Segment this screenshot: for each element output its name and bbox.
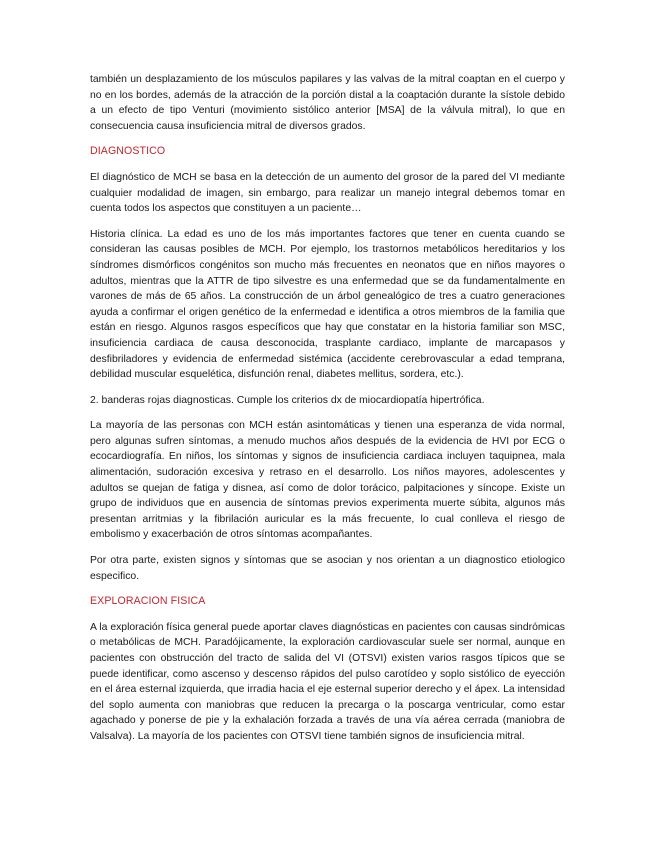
paragraph-exploracion-fisica: A la exploración física general puede aportar claves diagnósticas en pacientes con causas sindrómicas o metabólicas de MCH. Paradójicamente, la exploración cardiovascular suele ser normal, aunque en pacientes con obstrucción del tracto de salida del VI (OTSVI) existen varios rasgos típicos que se puede identificar, como ascenso y descenso rápidos del pulso carotídeo y soplo sistólico de eyección en el área esternal izquierda, que irradia hacia el eje esternal superior derecho y el ápex. La intensidad del soplo aumenta con maniobras que reducen la precarga o la poscarga ventricular, como estar agachado y ponerse de pie y la exhalación forzada a través de una vía aérea cerrada (maniobra de Valsalva). La mayoría de los pacientes con OTSVI tiene también signos de insuficiencia mitral. bbox=[90, 621, 565, 742]
heading-exploracion-fisica: EXPLORACION FISICA bbox=[90, 595, 206, 608]
paragraph-diagnostico-intro: El diagnóstico de MCH se basa en la detección de un aumento del grosor de la pared del VI mediante cualquier modalidad de imagen, sin embargo, para realizar un manejo integral debemos tomar en cuenta todos los aspectos que constituyen a un paciente… bbox=[90, 171, 565, 215]
paragraph-signos-etiologicos: Por otra parte, existen signos y síntomas que se asocian y nos orientan a un diagnostico etiologico especifico. bbox=[90, 555, 565, 582]
paragraph-mitral-continuation: también un desplazamiento de los músculos papilares y las valvas de la mitral coaptan en el cuerpo y no en los bordes, además de la atracción de la porción distal a la coaptación durante la sístole debido a un efecto de tipo Venturi (movimiento sistólico anterior [MSA] de la válvula mitral), lo que en consecuencia causa insuficiencia mitral de diversos grados. bbox=[90, 74, 565, 132]
heading-diagnostico: DIAGNOSTICO bbox=[90, 145, 166, 158]
paragraph-banderas-rojas: 2. banderas rojas diagnosticas. Cumple los criterios dx de miocardiopatía hipertrófica. bbox=[90, 394, 485, 406]
paragraph-sintomas: La mayoría de las personas con MCH están asintomáticas y tienen una esperanza de vida normal, pero algunas sufren síntomas, a menudo muchos años después de la evidencia de HVI por ECG o ecocardiografía. En niños, los síntomas y signos de insuficiencia cardiaca incluyen taquipnea, mala alimentación, sudoración excesiva y retraso en el desarrollo. Los niños mayores, adolescentes y adultos se quejan de fatiga y disnea, así como de dolor torácico, palpitaciones y síncope. Existe un grupo de individuos que en ausencia de síntomas previos experimenta muerte súbita, algunos más presentan arritmias y la fibrilación auricular es la más frecuente, lo cual conlleva el riesgo de embolismo y exacerbación de otros síntomas acompañantes. bbox=[90, 420, 565, 541]
paragraph-historia-clinica: Historia clínica. La edad es uno de los más importantes factores que tener en cuenta cuando se consideran las causas posibles de MCH. Por ejemplo, los trastornos metabólicos hereditarios y los síndromes dismórficos congénitos son mucho más frecuentes en neonatos que en niños mayores o adultos, mientras que la ATTR de tipo silvestre es una enfermedad que se da fundamentalmente en varones de más de 65 años. La construcción de un árbol genealógico de tres a cuatro generaciones ayuda a confirmar el origen genético de la enfermedad e identifica a otros miembros de la familia que están en riesgo. Algunos rasgos específicos que hay que constatar en la historia familiar son MSC, insuficiencia cardiaca de causa desconocida, trasplante cardiaco, implante de marcapasos y desfibriladores y evidencia de enfermedad sistémica (accidente cerebrovascular a edad temprana, debilidad muscular esquelética, disfunción renal, diabetes mellitus, sordera, etc.). bbox=[90, 228, 565, 381]
document-page bbox=[90, 72, 565, 755]
